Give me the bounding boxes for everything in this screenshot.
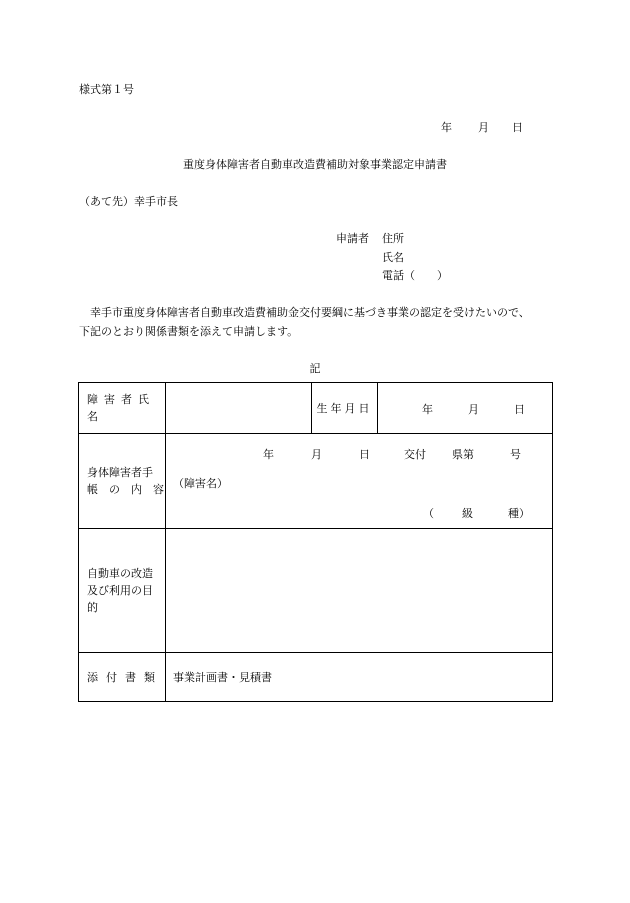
purpose-label-cell [79,529,166,653]
handbook-content-cell[interactable] [166,434,553,529]
docs-value: 事業計画書・見積書 [173,671,272,684]
purpose-label-line-2: 及び利用の目 [87,584,153,597]
date-day-label: 日 [512,121,523,134]
purpose-label-line-3: 的 [87,601,98,614]
applicant-address-label: 住所 [382,232,404,245]
handbook-label-cell [79,434,166,529]
date-year-label: 年 [441,121,452,134]
birth-date-cell[interactable] [378,383,553,434]
disability-name-label: （障害名） [173,477,228,490]
application-table [78,382,553,702]
birth-day-label: 日 [514,403,525,416]
grade-kyu-label: 級 [462,507,473,520]
document-title: 重度身体障害者自動車改造費補助対象事業認定申請書 [183,158,447,171]
applicant-phone-label: 電話（ ） [382,269,448,282]
handbook-year-label: 年 [263,448,274,461]
birth-month-label: 月 [468,403,479,416]
handbook-month-label: 月 [311,448,322,461]
purpose-input-cell[interactable] [166,529,553,653]
request-statement-line-2: 下記のとおり関係書類を添えて申請します。 [79,325,299,338]
name-input-cell[interactable] [166,383,312,434]
request-statement-line-1: 幸手市重度身体障害者自動車改造費補助金交付要綱に基づき事業の認定を受けたいので、 [90,306,530,319]
handbook-issued-label: 交付 [404,448,426,461]
row-attachments [79,653,553,702]
docs-label: 添付書類 [87,670,163,684]
purpose-label-line-1: 自動車の改造 [87,567,153,580]
handbook-pref-label: 県第 [452,448,474,461]
addressee: （あて先）幸手市長 [79,195,178,208]
row-purpose [79,529,553,653]
request-statement [79,303,559,341]
name-label: 障害者氏名 [87,393,155,423]
row-handbook [79,434,553,529]
handbook-day-label: 日 [359,448,370,461]
handbook-label-line-2: 帳 の 内 容 [87,483,164,496]
applicant-label: 申請者 [336,232,369,245]
birth-year-label: 年 [422,403,433,416]
name-label-cell [79,383,166,434]
handbook-number-label: 号 [510,448,521,461]
grade-open-paren: （ [423,507,434,520]
birth-label-cell [312,383,378,434]
handbook-label-line-1: 身体障害者手 [87,466,153,479]
date-month-label: 月 [478,121,489,134]
row-name [79,383,553,434]
docs-label-cell [79,653,166,702]
birth-label: 生年月日 [316,402,373,415]
form-number: 様式第１号 [79,83,134,96]
applicant-name-label: 氏名 [382,251,404,264]
docs-value-cell [166,653,553,702]
grade-shu-label: 種） [508,507,530,520]
ki-heading: 記 [309,362,321,375]
